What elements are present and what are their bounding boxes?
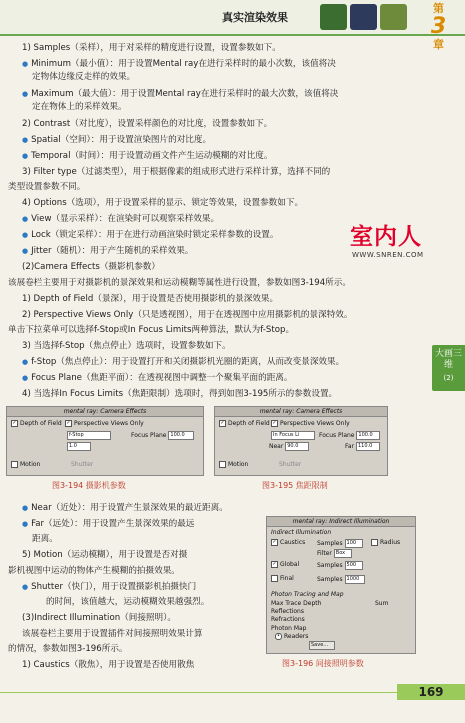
watermark-logo: 室内人 — [350, 224, 422, 250]
global-samples-field[interactable]: 500 — [345, 561, 363, 570]
far-label: Far — [345, 443, 355, 450]
text-line: 5) Motion（运动模糊），用于设置是否对摄 — [22, 550, 188, 560]
fstop-field[interactable]: 1.0 — [67, 442, 91, 451]
focus-plane-label: Focus Plane — [131, 432, 167, 439]
text-line: 4) 当选择In Focus Limits（焦距限制）选项时，得到如图3-195所示的参数设置。 — [22, 389, 338, 399]
figure-caption: 图3-195 焦距限制 — [262, 481, 328, 490]
near-field[interactable]: 90.0 — [285, 442, 309, 451]
pvo-label: Perspective Views Only — [74, 420, 144, 427]
text-line: ● Temporal（时间）：用于设置动画文件产生运动模糊的对比度。 — [22, 150, 272, 162]
focus-plane-field[interactable]: 100.0 — [168, 431, 194, 440]
text-line: 2) Contrast（对比度），设置采样颜色的对比度，设置参数如下。 — [22, 119, 273, 129]
readers-label: Readers — [284, 633, 309, 640]
radius-label: Radius — [380, 539, 401, 546]
readers-radio[interactable]: • — [275, 633, 282, 640]
camera-effects-panel — [6, 406, 204, 476]
final-label: Final — [280, 575, 294, 582]
focus-plane-label: Focus Plane — [319, 432, 355, 439]
text-line: ● Near（近处）：用于设置产生景深效果的最近距离。 — [22, 502, 228, 514]
focus-limits-panel — [214, 406, 388, 476]
dof-mode-dropdown[interactable]: In Focus Li — [271, 431, 315, 440]
shutter-label: Shutter — [71, 461, 94, 468]
dof-label: Depth of Field — [20, 420, 62, 427]
text-line: 定在物体上的采样效果。 — [32, 102, 127, 112]
global-checkbox[interactable]: ✓ — [272, 561, 277, 567]
watermark-url: WWW.SNREN.COM — [352, 251, 424, 259]
refractions-label: Refractions — [271, 616, 305, 623]
photon-map-label: Photon Map — [271, 625, 307, 632]
text-line: ● Far（远处）：用于设置产生景深效果的最远 — [22, 518, 194, 530]
text-line: ● Focus Plane（焦距平面）：在透视视图中调整一个聚集平面的距离。 — [22, 372, 293, 384]
page-number: 169 — [397, 684, 465, 700]
text-line: 该展卷栏主要用于设置插件对间接照明效果计算 — [22, 629, 203, 639]
text-line: 距离。 — [32, 534, 58, 544]
depth-of-field-checkbox[interactable]: ✓ — [220, 420, 225, 426]
text-line: 1) Caustics（散焦），用于设置是否使用散焦 — [22, 660, 195, 670]
chapter-prefix: 第 — [433, 2, 444, 15]
chapter-marker — [412, 0, 465, 51]
text-line: ● f-Stop（焦点停止）：用于设置打开和关闭摄影机光圈的距离，从而改变景深效果。 — [22, 356, 344, 368]
sum-label: Sum — [375, 600, 389, 607]
samples-label: Samples — [317, 576, 343, 583]
reflections-label: Reflections — [271, 608, 304, 615]
text-line: ● View（显示采样）：在渲染时可以观察采样效果。 — [22, 213, 219, 225]
caustics-label: Caustics — [280, 539, 306, 546]
text-line: ● Spatial（空间）：用于设置渲染图片的对比度。 — [22, 134, 211, 146]
chapter-number: 3 — [430, 14, 447, 39]
depth-of-field-checkbox[interactable]: ✓ — [12, 420, 17, 426]
text-line: 3) Filter type（过滤类型），用于根据像素的组成形式进行采样计算，选择不同的 — [22, 167, 331, 177]
final-checkbox[interactable] — [271, 575, 278, 582]
caustics-checkbox[interactable]: ✓ — [272, 539, 277, 545]
global-label: Global — [280, 561, 300, 568]
side-tab — [432, 345, 465, 391]
motion-checkbox[interactable] — [219, 461, 226, 468]
header-band — [0, 0, 465, 36]
text-line: 影机视图中运动的物体产生模糊的拍摄效果。 — [8, 566, 180, 576]
text-line: ● Lock（锁定采样）：用于在进行动画渲染时锁定采样参数的设置。 — [22, 229, 278, 241]
focus-plane-field[interactable]: 100.0 — [356, 431, 380, 440]
samples-label: Samples — [317, 540, 343, 547]
site-watermark — [350, 218, 424, 259]
panel-title: mental ray: Indirect Illumination — [267, 517, 415, 527]
section-indirect: Indirect Illumination — [271, 529, 332, 536]
text-line: 定物体边缘反走样的效果。 — [32, 72, 136, 82]
caustics-samples-field[interactable]: 100 — [345, 539, 363, 548]
save-button[interactable]: Save... — [309, 641, 335, 650]
indirect-illumination-panel — [266, 516, 416, 654]
text-line: 1) Samples（采样），用于对采样的精度进行设置，设置参数如下。 — [22, 43, 281, 53]
samples-label: Samples — [317, 562, 343, 569]
motion-label: Motion — [20, 461, 41, 468]
shutter-label: Shutter — [279, 461, 302, 468]
perspective-only-checkbox[interactable]: ✓ — [66, 420, 71, 426]
panel-title: mental ray: Camera Effects — [7, 407, 203, 417]
dof-label: Depth of Field — [228, 420, 270, 427]
text-line: ● Jitter（随机）：用于产生随机的采样效果。 — [22, 245, 193, 257]
text-line: 3) 当选择f-Stop（焦点停止）选项时，设置参数如下。 — [22, 341, 231, 351]
text-line: 4) Options（选项），用于设置采样的显示、锁定等效果，设置参数如下。 — [22, 198, 304, 208]
text-line: ● Maximum（最大值）：用于设置Mental ray在进行采样时的最大次数，该值将决 — [22, 88, 338, 100]
pvo-label: Perspective Views Only — [280, 420, 350, 427]
side-tab-title: 大画三维 — [434, 349, 462, 370]
figure-caption: 图3-194 摄影机参数 — [52, 481, 126, 490]
perspective-only-checkbox[interactable]: ✓ — [272, 420, 277, 426]
text-line: 1) Depth of Field（景深），用于设置是否使用摄影机的景深效果。 — [22, 294, 279, 304]
final-samples-field[interactable]: 1000 — [345, 575, 365, 584]
near-label: Near — [269, 443, 284, 450]
motion-label: Motion — [228, 461, 249, 468]
text-line: 类型设置参数不同。 — [8, 182, 86, 192]
header-decoration — [320, 4, 408, 30]
max-trace-label: Max Trace Depth — [271, 600, 322, 607]
radius-checkbox[interactable] — [371, 539, 378, 546]
text-line: 单击下拉菜单可以选择f-Stop或In Focus Limits两种算法，默认为f-Stop。 — [8, 325, 295, 335]
running-header: 真实渲染效果 — [222, 11, 288, 24]
text-line: 的时间，该值越大，运动模糊效果越强烈。 — [46, 597, 210, 607]
text-line: 该展卷栏主要用于对摄影机的景深效果和运动模糊等属性进行设置，参数如图3-194所示。 — [8, 278, 351, 288]
section-photon: Photon Tracing and Map — [271, 591, 344, 598]
far-field[interactable]: 110.0 — [356, 442, 380, 451]
figure-caption: 图3-196 间接照明参数 — [282, 659, 364, 668]
dof-mode-dropdown[interactable]: f-Stop — [67, 431, 111, 440]
chapter-label: 章 — [433, 38, 444, 51]
text-line: 的情况，参数如图3-196所示。 — [8, 644, 128, 654]
text-line: ● Shutter（快门），用于设置摄影机拍摄快门 — [22, 581, 196, 593]
footer-rule — [0, 692, 397, 693]
panel-title: mental ray: Camera Effects — [215, 407, 387, 417]
text-line: (2)Camera Effects（摄影机参数） — [22, 262, 160, 272]
text-line: (3)Indirect Illumination（间接照明）。 — [22, 613, 177, 623]
motion-checkbox[interactable] — [11, 461, 18, 468]
filter-label: Filter — [317, 550, 332, 557]
side-tab-sub: (2) — [443, 374, 454, 382]
text-line: ● Minimum（最小值）：用于设置Mental ray在进行采样时的最小次数，该值将决 — [22, 58, 336, 70]
text-line: 2) Perspective Views Only（只是透视图），用于在透视图中应用摄影机的景深特效。 — [22, 310, 353, 320]
filter-dropdown[interactable]: Box — [334, 549, 352, 558]
